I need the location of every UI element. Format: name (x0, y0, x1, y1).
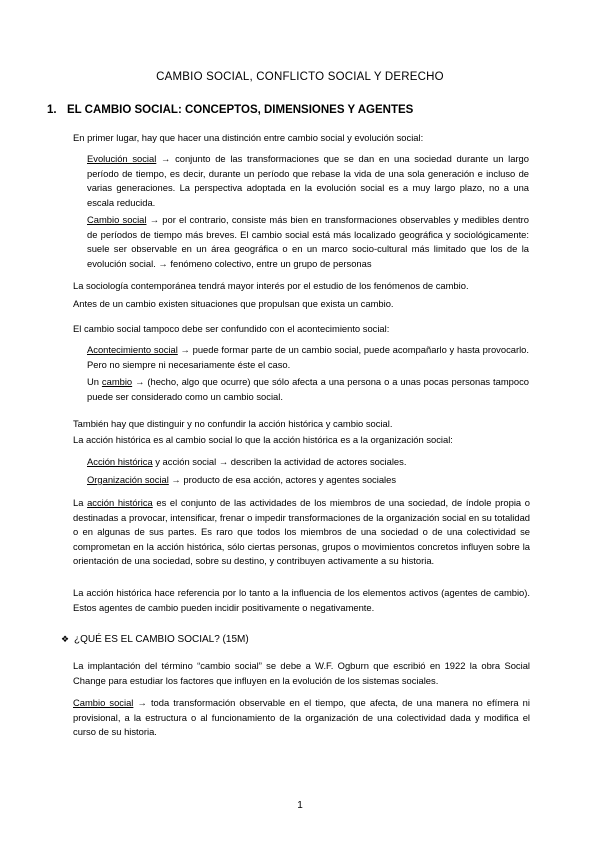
paragraph-tambien: También hay que distinguir y no confundir la acción histórica y cambio social. (73, 418, 393, 429)
paragraph-intro: En primer lugar, hay que hacer una distinción entre cambio social y evolución social: (73, 132, 424, 143)
section-title: ¿QUÉ ES EL CAMBIO SOCIAL? (15M) (74, 634, 249, 645)
definition-text: y acción social → describen la actividad de actores sociales. (152, 456, 407, 467)
definition-text: → puede formar parte de un cambio social, puede acompañarlo y hasta provocarlo. Pero no siempre ni necesariamente éste el caso. (87, 344, 529, 370)
page-number: 1 (297, 800, 303, 811)
definition-text: → por el contrario, consiste más bien en transformaciones observables y medibles dentro de períodos de tiempo más breves. El cambio social está más localizado geográfica y sociológicamente: suele ser observable en un área geográfica o en un marco socio-cultural más limitado que los de la evolución social. → fenómeno colectivo, entre un grupo de personas (87, 214, 529, 269)
definition-text: → toda transformación observable en el tiempo, que afecta, de una manera no efímera ni provisional, a la estructura o al funcionamiento de la organización de una colectividad dada y modifica el curso de su historia. (73, 697, 530, 738)
term: Acción histórica (87, 456, 153, 467)
document-title: CAMBIO SOCIAL, CONFLICTO SOCIAL Y DERECHO (156, 71, 444, 83)
section-heading-1 (47, 104, 413, 116)
definition-cambio-social-final (73, 696, 530, 740)
term: Organización social (87, 474, 169, 485)
definition-organizacion-social (87, 473, 529, 488)
paragraph-referencia: La acción histórica hace referencia por lo tanto a la influencia de los elementos activos (agentes de cambio). Estos agentes de cambio pueden incidir positivamente o negativamente. (73, 587, 530, 613)
paragraph-text: es el conjunto de las actividades de los miembros de una sociedad, de índole propia o destinadas a provocar, intensificar, frenar o impedir transformaciones de la organización social en su totalidad o en algunas de sus partes. Es raro que todos los miembros de una sociedad o de una colectividad se comprometan en la acción histórica, sólo ciertas personas, grupos o movimientos concretos influyen sobre la orientación de una sociedad, sobre su destino, y contribuyen activamente a su historia. (73, 497, 530, 567)
term: Acontecimiento social (87, 344, 178, 355)
section-title: EL CAMBIO SOCIAL: CONCEPTOS, DIMENSIONES Y AGENTES (67, 104, 414, 116)
definition-cambio-social (87, 213, 529, 271)
definition-acontecimiento (87, 343, 529, 372)
term: Cambio social (87, 214, 147, 225)
definition-un-cambio (87, 375, 529, 404)
paragraph-ogburn: La implantación del término “cambio social” se debe a W.F. Ogburn que escribió en 1922 la obra Social Change para estudiar los factores que influyen en la evolución de los sistemas sociales. (73, 660, 530, 686)
paragraph-tampoco: El cambio social tampoco debe ser confundido con el acontecimiento social: (73, 323, 390, 334)
definition-accion-historica (87, 455, 529, 470)
paragraph-sociologia: La sociología contemporánea tendrá mayor interés por el estudio de los fenómenos de cambio. (73, 280, 469, 291)
definition-text: → conjunto de las transformaciones que se dan en una sociedad durante un largo período de tiempo, es decir, durante un período que rebase la vida de una sola generación e incluso de varias generaciones. La perspectiva adoptada en la evolución social es a muy largo plazo, no a una escala reducida. (87, 153, 529, 208)
paragraph-antes: Antes de un cambio existen situaciones que propulsan que exista un cambio. (73, 298, 394, 309)
definition-evolucion-social (87, 152, 529, 210)
definition-text: → (hecho, algo que ocurre) que sólo afecta a una persona o a unas pocas personas tampoco puede ser considerado como un cambio social. (87, 376, 529, 402)
paragraph-accion-conjunto (73, 496, 530, 569)
definition-text: → producto de esa acción, actores y agentes sociales (168, 474, 397, 485)
term: cambio (101, 376, 133, 387)
paragraph-accion-es: La acción histórica es al cambio social lo que la acción histórica es a la organización social: (73, 434, 453, 445)
section-number: 1. (47, 104, 57, 116)
section-heading-2 (61, 634, 249, 645)
term: Cambio social (73, 697, 134, 708)
definition-prefix: Un (87, 376, 102, 387)
term: Evolución social (87, 153, 157, 164)
term: acción histórica (87, 497, 153, 508)
paragraph-prefix: La (73, 497, 88, 508)
diamond-bullet-icon: ❖ (61, 634, 70, 644)
